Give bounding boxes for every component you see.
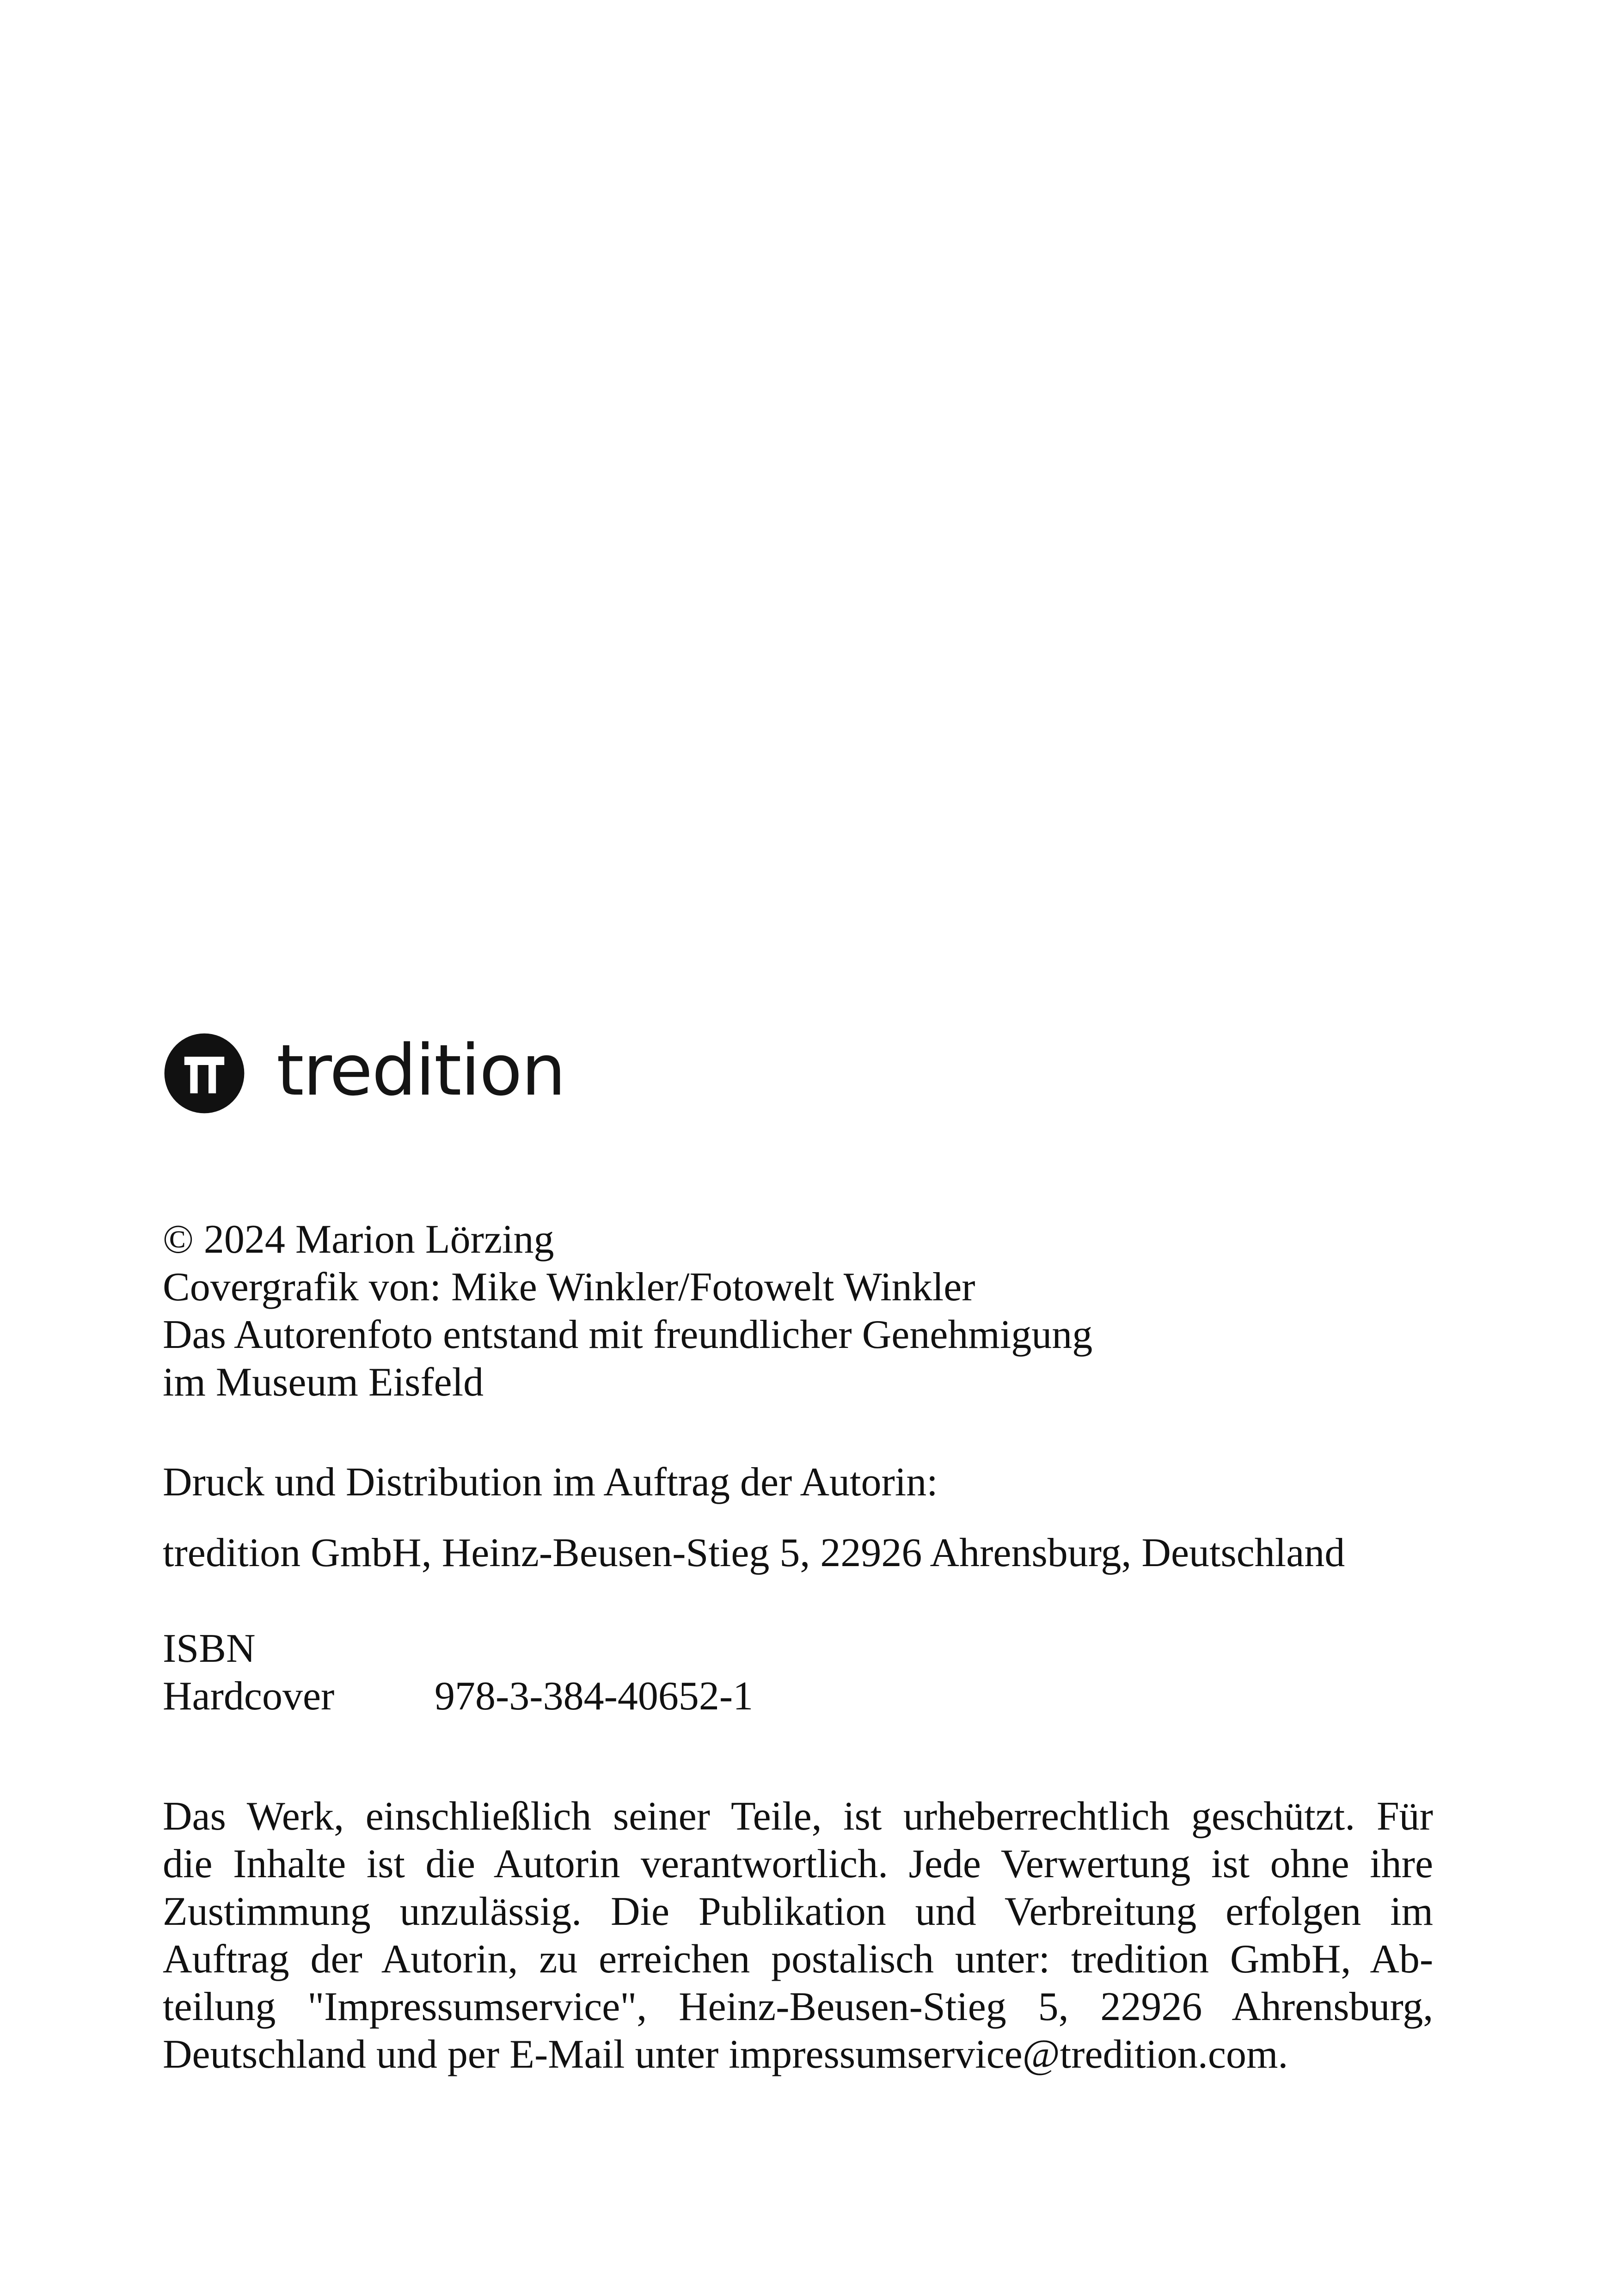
legal-line: die Inhalte ist die Autorin verantwortlich. Jede Verwertung ist ohne ihre [163, 1842, 1433, 1886]
publisher-address-line: tredition GmbH, Heinz-Beusen-Stieg 5, 22926 Ahrensburg, Deutschland [163, 1531, 1345, 1575]
photo-credit-line-2: im Museum Eisfeld [163, 1360, 484, 1405]
credits-block [163, 1216, 1092, 1406]
legal-line: Das Werk, einschließlich seiner Teile, ist urheberrechtlich geschützt. Für [163, 1794, 1433, 1839]
isbn-format: Hardcover [163, 1674, 335, 1719]
isbn-label: ISBN [163, 1626, 256, 1671]
publisher-address [163, 1529, 1345, 1577]
publisher-logo [163, 1029, 565, 1115]
legal-line: Auftrag der Autorin, zu erreichen postalisch unter: tredition GmbH, Ab- [163, 1937, 1434, 1982]
tredition-logo-icon [163, 1032, 246, 1115]
isbn-block [163, 1625, 753, 1720]
logo-wordmark: tredition [276, 1029, 565, 1111]
legal-line: Deutschland und per E-Mail unter impressumservice@tredition.com. [163, 2032, 1288, 2077]
isbn-row [163, 1672, 753, 1720]
legal-notice [163, 1793, 1433, 2078]
print-label [163, 1458, 938, 1506]
legal-line: teilung "Impressumservice", Heinz-Beusen-Stieg 5, 22926 Ahrensburg, [163, 1984, 1434, 2029]
legal-line: Zustimmung unzulässig. Die Publikation und Verbreitung erfolgen im [163, 1889, 1434, 1934]
isbn-number: 978-3-384-40652-1 [435, 1674, 754, 1719]
photo-credit-line-1: Das Autorenfoto entstand mit freundlicher Genehmigung [163, 1312, 1093, 1357]
cover-credit-line: Covergrafik von: Mike Winkler/Fotowelt Winkler [163, 1265, 975, 1310]
copyright-line: © 2024 Marion Lörzing [163, 1217, 554, 1262]
print-distribution-label: Druck und Distribution im Auftrag der Autorin: [163, 1460, 938, 1505]
